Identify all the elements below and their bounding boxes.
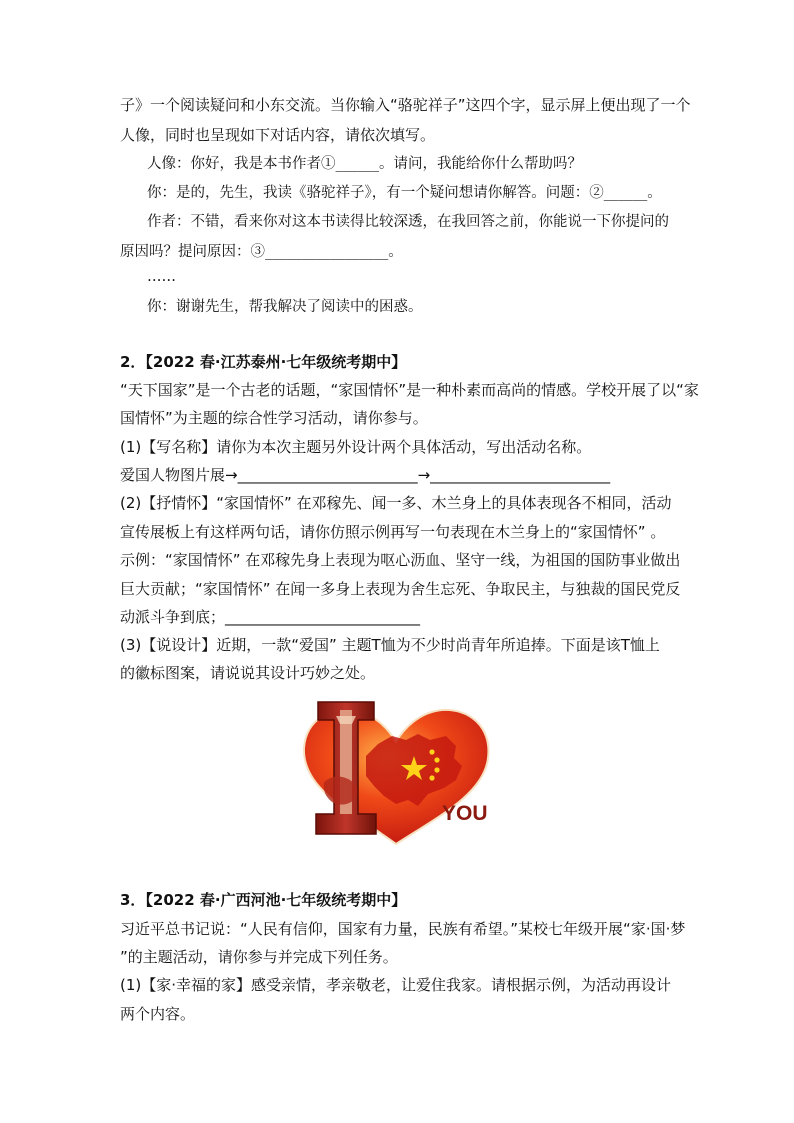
q3-line-1: 习近平总书记说：“人民有信仰，国家有力量，民族有希望。”某校七年级开展“家·国·梦 bbox=[120, 920, 686, 938]
question-2-heading: 2．【2022 春·江苏泰州·七年级统考期中】 bbox=[120, 353, 407, 371]
dialog-ellipsis: …… bbox=[147, 269, 176, 285]
q2-line-2: 国情怀”为主题的综合性学习活动，请你参与。 bbox=[120, 409, 428, 427]
question-3-heading: 3．【2022 春·广西河池·七年级统考期中】 bbox=[120, 891, 407, 909]
q2-line-11: 的徽标图案，请说说其设计巧妙之处。 bbox=[120, 664, 376, 682]
q2-line-3: (1)【写名称】请你为本次主题另外设计两个具体活动，写出活动名称。 bbox=[120, 438, 592, 456]
q2-line-1: “天下国家”是一个古老的话题，“家国情怀”是一种朴素而高尚的情感。学校开展了以“家 bbox=[120, 381, 699, 399]
logo-you-text: YOU bbox=[442, 802, 488, 825]
dialog-line-3a: 作者：不错，看来你对这本书读得比较深透，在我回答之前，你能说一下你提问的 bbox=[147, 214, 669, 230]
dialog-line-3b: 原因吗？提问原因：③_________________。 bbox=[120, 244, 403, 260]
q2-line-10: (3)【说设计】近期，一款“爱国” 主题T恤为不少时尚青年所追捧。下面是该T恤上 bbox=[120, 636, 660, 654]
q2-line-9: 动派斗争到底；__________________________ bbox=[120, 608, 421, 626]
q2-line-8: 巨大贡献；“家国情怀” 在闻一多身上表现为舍生忘死、争取民主，与独裁的国民党反 bbox=[120, 580, 681, 598]
dialog-line-2: 你：是的，先生，我读《骆驼祥子》，有一个疑问想请你解答。问题：②______。 bbox=[147, 185, 662, 201]
dialog-line-1: 人像：你好，我是本书作者①______。请问，我能给你什么帮助吗？ bbox=[147, 156, 582, 172]
dialog-line-4: 你：谢谢先生，帮我解决了阅读中的困惑。 bbox=[147, 299, 423, 315]
q3-line-4: 两个内容。 bbox=[120, 1005, 196, 1023]
q2-line-6: 宣传展板上有这样两句话，请你仿照示例再写一句表现在木兰身上的“家国情怀” 。 bbox=[120, 523, 666, 541]
q2-line-4-activity-blanks: 爱国人物图片展→________________________→________________________ bbox=[120, 466, 611, 484]
q2-line-7: 示例：“家国情怀” 在邓稼先身上表现为呕心沥血、坚守一线，为祖国的国防事业做出 bbox=[120, 551, 681, 569]
intro-line-1: 子》一个阅读疑问和小东交流。当你输入“骆驼祥子”这四个字，显示屏上便出现了一个 bbox=[120, 96, 691, 114]
intro-line-2: 人像，同时也呈现如下对话内容，请依次填写。 bbox=[120, 126, 436, 144]
q3-line-3: (1)【家·幸福的家】感受亲情，孝亲敬老，让爱住我家。请根据示例，为活动再设计 bbox=[120, 976, 672, 994]
q3-line-2: ”的主题活动，请你参与并完成下列任务。 bbox=[120, 948, 398, 966]
i-love-china-logo bbox=[296, 696, 502, 848]
q2-line-5: (2)【抒情怀】“家国情怀” 在邓稼先、闻一多、木兰身上的具体表现各不相同，活动 bbox=[120, 494, 672, 512]
